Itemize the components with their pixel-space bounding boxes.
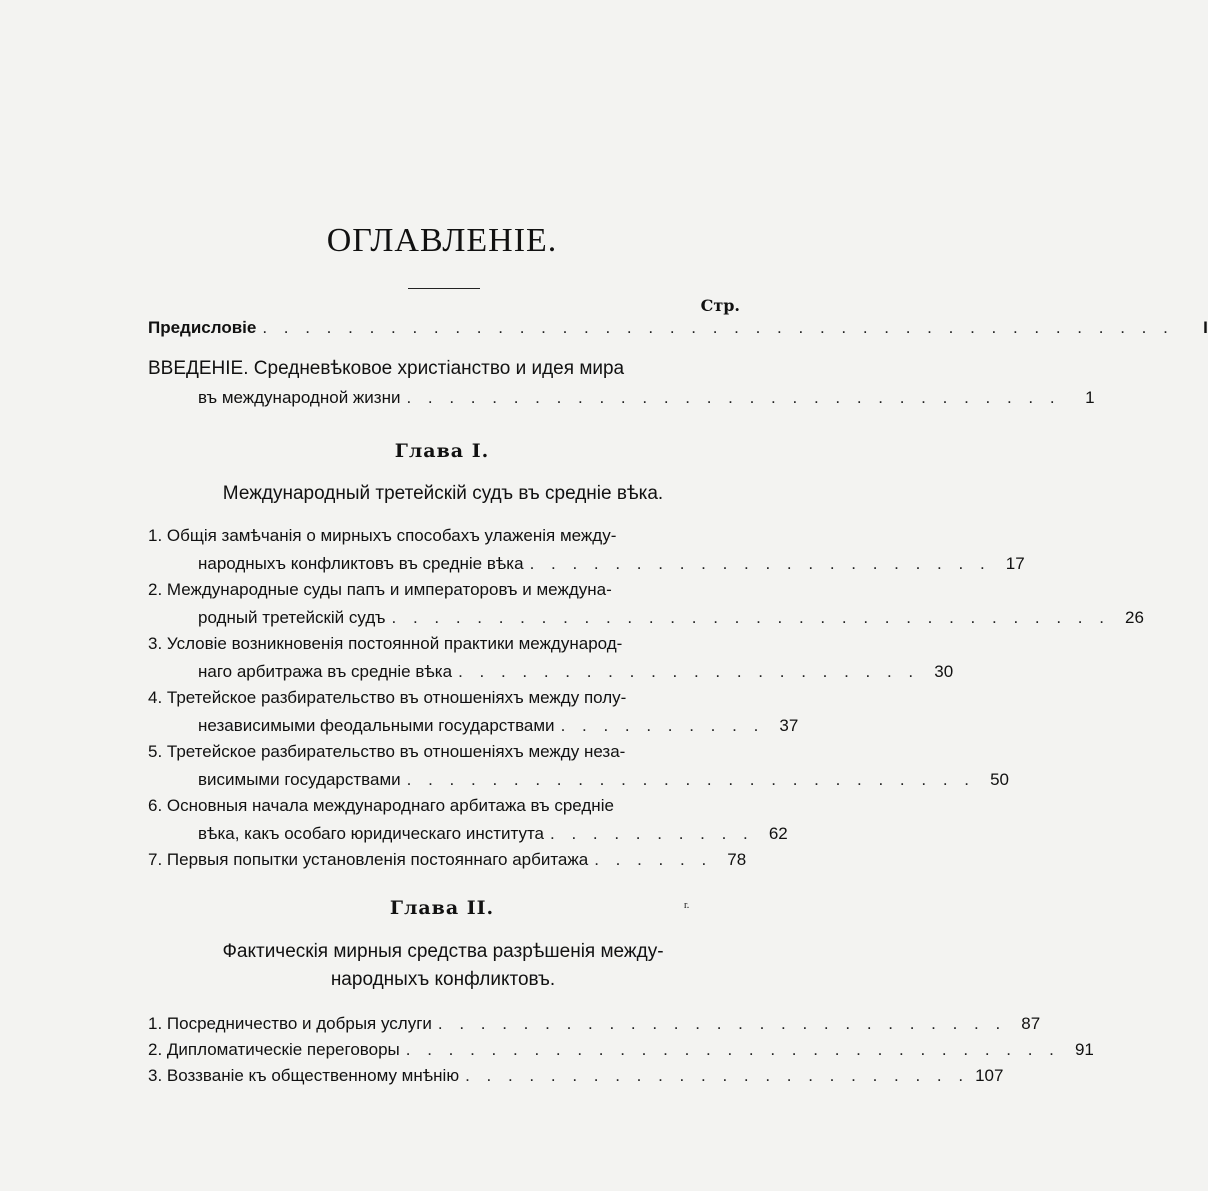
entry-line1: 4. Третейское разбирательство въ отношеніяхъ между полу- — [148, 688, 627, 707]
chapter2-entry — [148, 1036, 1094, 1064]
leader-dots: . . . . . . — [594, 850, 713, 869]
chapter1-entry — [148, 630, 954, 686]
entry-page: 26 — [1125, 608, 1144, 627]
page-column-label: Стр. — [700, 296, 740, 315]
entry-line2: висимыми государствами — [198, 770, 401, 789]
toc-introduction — [148, 354, 1095, 412]
title-divider — [408, 288, 480, 289]
chapter2-heading: Глава II. — [389, 897, 495, 919]
entry-page: 78 — [727, 850, 747, 869]
chapter2-entry — [148, 1010, 1041, 1038]
chapter2-subtitle-line2: народныхъ конфликтовъ. — [330, 969, 556, 990]
entry-line2: независимыми феодальными государствами — [198, 716, 555, 735]
entry-line1: 7. Первыя попытки установленія постояннаго арбитажа — [148, 850, 589, 869]
entry-page: 62 — [768, 824, 788, 843]
preface-page: I — [1203, 318, 1208, 337]
leader-dots: . . . . . . . . . . . . . . . . . . . . . . . . — [465, 1066, 970, 1085]
chapter2-entry — [148, 1062, 1004, 1090]
entry-page: 17 — [1005, 554, 1025, 573]
entry-page: 37 — [779, 716, 799, 735]
leader-dots: . . . . . . . . . . . . . . . . . . . . . . . . . . . — [406, 770, 975, 789]
entry-line1: 3. Условіе возникновенія постоянной практики международ- — [148, 634, 623, 653]
entry-line2: вѣка, какъ особаго юридическаго института — [198, 824, 545, 843]
entry-line1: 1. Общія замѣчанія о мирныхъ способахъ улаженія между- — [148, 526, 617, 545]
entry-page: 50 — [990, 770, 1009, 789]
leader-dots: . . . . . . . . . . . . . . . . . . . . . . — [529, 554, 991, 573]
introduction-page: 1 — [1085, 388, 1095, 407]
entry-line1: 2. Международные суды папъ и императоровъ и междуна- — [148, 580, 612, 599]
leader-dots: . . . . . . . . . . . . . . . . . . . . . . . . . . . . . . . . . . — [391, 608, 1110, 627]
leader-dots: . . . . . . . . . . . . . . . . . . . . . . . . . . . — [437, 1014, 1007, 1033]
preface-label: Предисловіе — [148, 318, 257, 337]
introduction-line2: въ международной жизни — [198, 388, 401, 407]
entry-label: 2. Дипломатическіе переговоры — [148, 1040, 400, 1059]
entry-label: 3. Воззваніе къ общественному мнѣнію — [148, 1066, 460, 1085]
leader-dots: . . . . . . . . . . . . . . . . . . . . . . . . . . . . . . . — [406, 388, 1061, 407]
chapter1-entry — [148, 792, 788, 848]
chapter1-entry — [148, 738, 1009, 794]
leader-dots: . . . . . . . . . . . . . . . . . . . . . . . . . . . . . . . — [405, 1040, 1060, 1059]
entry-page: 107 — [975, 1066, 1004, 1085]
entry-page: 91 — [1074, 1040, 1094, 1059]
entry-label: 1. Посредничество и добрыя услуги — [148, 1014, 432, 1033]
entry-line1: 6. Основныя начала международнаго арбитажа въ средніе — [148, 796, 614, 815]
leader-dots: . . . . . . . . . . . . . . . . . . . . . . . . . . . . . . . . . . . . . . . . . . . — [262, 318, 1174, 337]
chapter1-entry — [148, 576, 1144, 632]
entry-line2: наго арбитража въ средніе вѣка — [198, 662, 453, 681]
introduction-line1: ВВЕДЕНІЕ. Средневѣковое христіанство и идея мира — [148, 358, 625, 379]
entry-line2: народныхъ конфликтовъ въ средніе вѣка — [198, 554, 524, 573]
leader-dots: . . . . . . . . . . — [560, 716, 765, 735]
entry-line1: 5. Третейское разбирательство въ отношеніяхъ между неза- — [148, 742, 626, 761]
chapter2-subtitle — [148, 938, 738, 994]
page-title: ОГЛАВЛЕНІЕ. — [326, 222, 558, 259]
stray-mark: r. — [684, 900, 690, 911]
chapter1-subtitle: Международный третейскій судъ въ средніе вѣка. — [222, 483, 664, 504]
leader-dots: . . . . . . . . . . — [550, 824, 754, 843]
entry-page: 30 — [934, 662, 954, 681]
chapter2-subtitle-line1: Фактическія мирныя средства разрѣшенія между- — [222, 941, 664, 962]
chapter1-entry — [148, 846, 747, 874]
chapter1-entry — [148, 522, 1025, 578]
toc-preface — [148, 314, 1208, 342]
entry-page: 87 — [1021, 1014, 1041, 1033]
leader-dots: . . . . . . . . . . . . . . . . . . . . . . — [458, 662, 920, 681]
entry-line2: родный третейскій судъ — [198, 608, 386, 627]
chapter1-entry — [148, 684, 799, 740]
chapter1-heading: Глава I. — [394, 440, 490, 462]
